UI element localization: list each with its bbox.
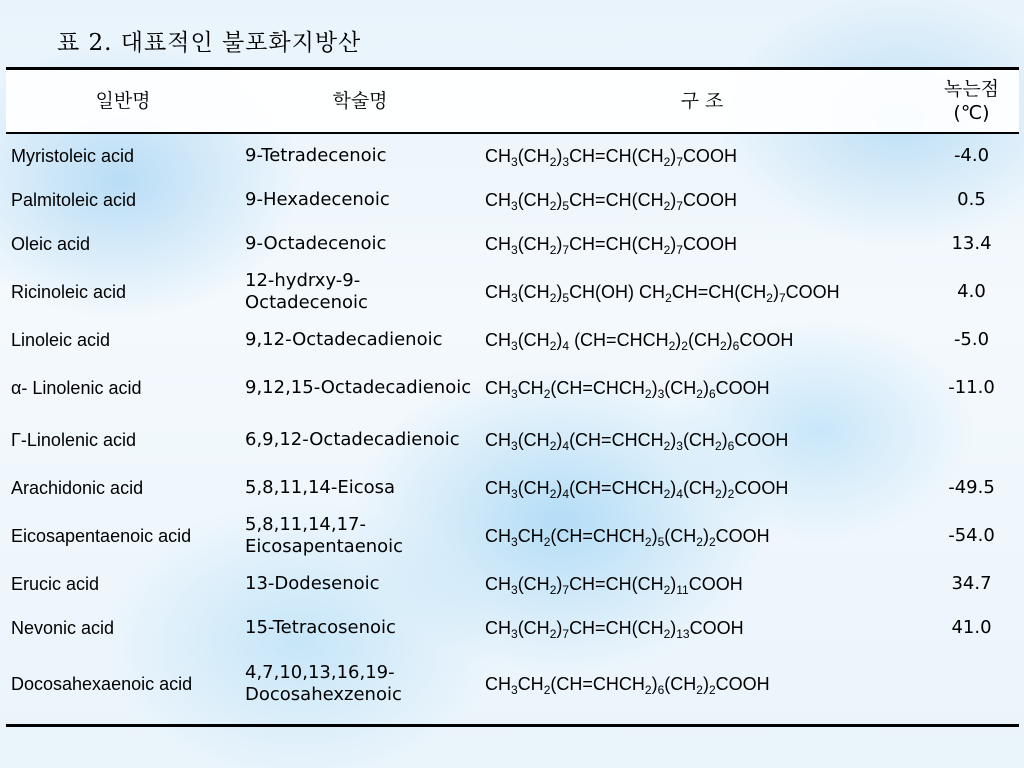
systematic-name-cell: 9-Hexadecenoic (245, 189, 390, 210)
formula-subscript: 3 (511, 387, 518, 401)
formula-subscript: 2 (549, 199, 557, 213)
melting-point-cell: -54.0 (948, 525, 995, 546)
formula-subscript: 3 (657, 387, 665, 401)
formula-text: ) (670, 478, 677, 498)
formula-text: ) (556, 234, 563, 254)
formula-subscript: 2 (766, 291, 773, 305)
formula-subscript: 2 (663, 243, 671, 257)
structure-formula-cell (480, 222, 924, 266)
structure-formula-cell (480, 266, 924, 318)
formula-text: ) (556, 478, 563, 498)
melting-point-cell: -11.0 (948, 377, 995, 398)
formula-text: ) (651, 674, 658, 694)
systematic-name-cell: 6,9,12-Octadecadienoic (245, 429, 460, 450)
formula-subscript: 3 (511, 291, 518, 305)
melting-point-cell: 0.5 (957, 189, 986, 210)
systematic-name-cell: 5,8,11,14-Eicosa (245, 477, 396, 498)
formula-subscript: 2 (663, 199, 671, 213)
formula-subscript: 4 (676, 487, 683, 501)
formula-text: CH (485, 526, 511, 546)
common-name-cell: Γ-Linolenic acid (11, 430, 136, 450)
formula-subscript: 2 (644, 683, 652, 697)
formula-subscript: 2 (663, 583, 671, 597)
systematic-name-cell: 12-hydrxy-9-Octadecenoic (245, 270, 368, 313)
formula-subscript: 2 (681, 339, 688, 353)
formula-text: ) (556, 430, 563, 450)
formula-text: (CH=CHCH (569, 330, 669, 350)
formula-text: (CH (517, 430, 550, 450)
formula-text: (CH (517, 146, 550, 166)
formula-text: (CH (687, 330, 720, 350)
formula-text: CH=CH(CH (569, 146, 664, 166)
formula-subscript: 2 (549, 487, 557, 501)
formula-subscript: 2 (543, 535, 551, 549)
formula-text: CH (517, 378, 544, 398)
formula-text: CH(OH) CH (569, 282, 666, 302)
common-name-cell: Palmitoleic acid (11, 190, 137, 210)
formula-subscript: 7 (676, 243, 683, 257)
melting-point-cell: 13.4 (951, 233, 992, 254)
formula-subscript: 3 (562, 155, 570, 169)
formula-text: (CH=CHCH (550, 378, 645, 398)
formula-text: ) (726, 330, 733, 350)
formula-subscript: 6 (727, 439, 735, 453)
formula-text: CH (485, 674, 511, 694)
formula-text: ) (556, 190, 563, 210)
formula-subscript: 3 (511, 535, 518, 549)
formula-subscript: 13 (676, 627, 690, 641)
common-name-cell: Docosahexaenoic acid (11, 674, 193, 694)
formula-text: CH=CH(CH (569, 574, 664, 594)
formula-subscript: 2 (549, 627, 557, 641)
common-name-cell: Arachidonic acid (11, 478, 144, 498)
formula-text: COOH (739, 330, 794, 350)
formula-text: CH (485, 430, 511, 450)
formula-text: ) (556, 330, 563, 350)
formula-subscript: 2 (708, 683, 716, 697)
formula-text: ) (556, 574, 563, 594)
formula-subscript: 2 (696, 683, 703, 697)
formula-text: ) (721, 478, 728, 498)
systematic-name-cell: 9,12,15-Octadecadienoic (245, 377, 472, 398)
formula-text: COOH (688, 574, 743, 594)
formula-subscript: 11 (676, 583, 689, 597)
formula-subscript: 2 (727, 487, 735, 501)
formula-subscript: 2 (549, 439, 557, 453)
formula-subscript: 2 (663, 487, 671, 501)
unsaturated-fatty-acid-table (6, 67, 1019, 727)
systematic-name-cell: 5,8,11,14,17-Eicosapentaenoic (245, 514, 404, 557)
formula-text: ) (702, 526, 709, 546)
formula-text: ) (670, 430, 677, 450)
formula-text: (CH (517, 574, 550, 594)
formula-subscript: 2 (549, 243, 557, 257)
formula-subscript: 3 (511, 339, 518, 353)
formula-text: CH (485, 146, 511, 166)
formula-text: CH (485, 574, 511, 594)
formula-subscript: 3 (511, 199, 518, 213)
formula-subscript: 2 (549, 155, 557, 169)
formula-text: (CH (517, 234, 550, 254)
formula-subscript: 2 (644, 387, 652, 401)
formula-text: ) (702, 378, 709, 398)
melting-point-cell (924, 414, 1019, 466)
formula-text: CH=CH(CH (671, 282, 767, 302)
formula-subscript: 2 (663, 627, 671, 641)
common-name-cell: Myristoleic acid (11, 146, 135, 166)
header-common-name: 일반명 (95, 90, 151, 112)
table-row (6, 133, 1019, 178)
formula-subscript: 2 (543, 387, 551, 401)
formula-text: (CH=CHCH (550, 674, 645, 694)
structure-formula-cell (480, 362, 924, 414)
table-row (6, 318, 1019, 362)
formula-text: ) (675, 330, 682, 350)
formula-subscript: 7 (562, 627, 570, 641)
formula-subscript: 2 (665, 291, 672, 305)
formula-subscript: 6 (708, 387, 716, 401)
formula-text: COOH (689, 618, 744, 638)
systematic-name-cell: 9,12-Octadecadienoic (245, 329, 443, 350)
formula-subscript: 7 (562, 583, 570, 597)
formula-subscript: 3 (511, 627, 518, 641)
structure-formula-cell (480, 466, 924, 510)
formula-text: CH (517, 526, 544, 546)
formula-text: ) (772, 282, 779, 302)
systematic-name-cell: 9-Tetradecenoic (245, 145, 387, 166)
formula-subscript: 3 (511, 583, 518, 597)
formula-text: ) (556, 618, 563, 638)
formula-text: CH (485, 618, 511, 638)
formula-subscript: 2 (708, 535, 716, 549)
formula-subscript: 3 (676, 439, 683, 453)
formula-text: CH (485, 378, 511, 398)
formula-text: ) (670, 618, 677, 638)
systematic-name-cell: 15-Tetracosenoic (245, 617, 396, 638)
melting-point-cell: 4.0 (957, 281, 986, 302)
melting-point-cell: -5.0 (953, 329, 990, 350)
formula-subscript: 3 (511, 155, 518, 169)
formula-text: COOH (734, 430, 789, 450)
fatty-acid-table-container (6, 67, 1019, 727)
formula-text: (CH (682, 478, 715, 498)
common-name-cell: Eicosapentaenoic acid (11, 526, 192, 546)
formula-subscript: 2 (549, 291, 557, 305)
formula-subscript: 5 (657, 535, 665, 549)
formula-text: ) (670, 190, 677, 210)
formula-subscript: 2 (714, 439, 722, 453)
formula-text: (CH (664, 526, 697, 546)
formula-text: ) (721, 430, 728, 450)
formula-subscript: 2 (714, 487, 722, 501)
formula-text: (CH=CHCH (569, 430, 664, 450)
formula-subscript: 2 (644, 535, 652, 549)
formula-text: (CH (664, 378, 697, 398)
structure-formula-cell (480, 650, 924, 726)
formula-text: COOH (682, 146, 737, 166)
table-row (6, 606, 1019, 650)
formula-subscript: 3 (511, 243, 518, 257)
formula-text: CH (517, 674, 544, 694)
table-row (6, 266, 1019, 318)
formula-subscript: 4 (562, 487, 570, 501)
formula-subscript: 2 (719, 339, 727, 353)
structure-formula-cell (480, 414, 924, 466)
formula-text: CH (485, 234, 511, 254)
formula-text: ) (670, 146, 677, 166)
table-row (6, 562, 1019, 606)
common-name-cell: Nevonic acid (11, 618, 115, 638)
systematic-name-cell: 13-Dodesenoic (245, 573, 380, 594)
table-row (6, 510, 1019, 562)
formula-text: COOH (682, 234, 737, 254)
formula-subscript: 2 (549, 339, 557, 353)
common-name-cell: Linoleic acid (11, 330, 111, 350)
common-name-cell: Ricinoleic acid (11, 282, 127, 302)
systematic-name-cell: 9-Octadecenoic (245, 233, 387, 254)
melting-point-cell: -49.5 (948, 477, 995, 498)
formula-text: (CH (517, 478, 550, 498)
melting-point-cell: -4.0 (953, 145, 990, 166)
common-name-cell: Oleic acid (11, 234, 91, 254)
formula-subscript: 5 (562, 291, 570, 305)
formula-subscript: 5 (562, 199, 570, 213)
formula-text: CH (485, 478, 511, 498)
formula-text: (CH=CHCH (569, 478, 664, 498)
formula-subscript: 2 (543, 683, 551, 697)
formula-subscript: 2 (549, 583, 557, 597)
table-row (6, 650, 1019, 726)
formula-text: ) (702, 674, 709, 694)
structure-formula-cell (480, 318, 924, 362)
melting-point-cell: 41.0 (951, 617, 992, 638)
formula-text: COOH (734, 478, 789, 498)
formula-subscript: 7 (778, 291, 786, 305)
formula-text: CH (485, 190, 511, 210)
header-structure: 구 조 (680, 90, 724, 112)
formula-text: ) (556, 282, 563, 302)
common-name-cell: Erucic acid (11, 574, 100, 594)
structure-formula-cell (480, 510, 924, 562)
formula-text: COOH (785, 282, 840, 302)
formula-text: CH (485, 330, 511, 350)
formula-text: (CH (517, 618, 550, 638)
formula-text: COOH (715, 674, 770, 694)
table-row (6, 178, 1019, 222)
structure-formula-cell (480, 606, 924, 650)
formula-text: CH=CH(CH (569, 234, 664, 254)
formula-subscript: 2 (668, 339, 676, 353)
formula-text: ) (556, 146, 563, 166)
formula-text: ) (651, 378, 658, 398)
structure-formula-cell (480, 133, 924, 178)
table-row (6, 414, 1019, 466)
header-melting-point: 녹는점 (℃) (943, 78, 1000, 124)
formula-subscript: 4 (562, 339, 570, 353)
formula-text: ) (670, 234, 677, 254)
formula-subscript: 2 (696, 387, 703, 401)
formula-subscript: 2 (663, 439, 671, 453)
common-name-cell: α- Linolenic acid (11, 378, 142, 398)
formula-text: CH=CH(CH (569, 190, 664, 210)
formula-text: (CH=CHCH (550, 526, 645, 546)
formula-subscript: 7 (676, 199, 683, 213)
formula-text: ) (670, 574, 677, 594)
formula-text: CH=CH(CH (569, 618, 664, 638)
formula-subscript: 4 (562, 439, 570, 453)
formula-text: (CH (664, 674, 697, 694)
table-header (6, 69, 1019, 134)
formula-subscript: 6 (732, 339, 740, 353)
formula-subscript: 7 (676, 155, 683, 169)
formula-subscript: 3 (511, 683, 518, 697)
formula-subscript: 2 (696, 535, 703, 549)
systematic-name-cell: 4,7,10,13,16,19-Docosahexzenoic (245, 662, 402, 705)
table-row (6, 222, 1019, 266)
table-caption: 표 2. 대표적인 불포화지방산 (57, 30, 362, 56)
structure-formula-cell (480, 178, 924, 222)
formula-text: CH (485, 282, 511, 302)
header-row (6, 69, 1019, 134)
formula-text: (CH (517, 282, 550, 302)
formula-text: COOH (682, 190, 737, 210)
formula-text: (CH (517, 330, 550, 350)
table-row (6, 362, 1019, 414)
melting-point-cell: 34.7 (951, 573, 992, 594)
formula-subscript: 2 (663, 155, 671, 169)
formula-subscript: 7 (562, 243, 570, 257)
formula-text: ) (651, 526, 658, 546)
formula-text: COOH (715, 526, 770, 546)
melting-point-cell (924, 650, 1019, 726)
header-systematic-name: 학술명 (332, 90, 388, 112)
formula-subscript: 6 (657, 683, 665, 697)
table-body (6, 133, 1019, 726)
formula-text: (CH (517, 190, 550, 210)
structure-formula-cell (480, 562, 924, 606)
formula-text: COOH (715, 378, 770, 398)
formula-text: (CH (682, 430, 715, 450)
formula-subscript: 3 (511, 487, 518, 501)
formula-subscript: 3 (511, 439, 518, 453)
table-row (6, 466, 1019, 510)
